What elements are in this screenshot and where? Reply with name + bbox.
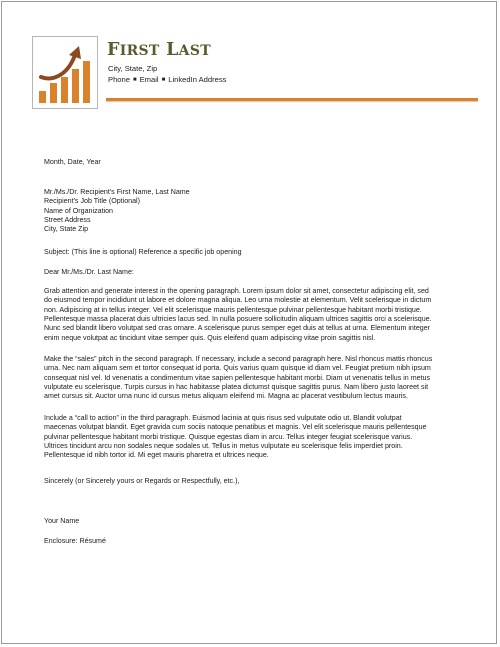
contact-phone: Phone: [108, 75, 130, 84]
contact-linkedin: LinkedIn Address: [168, 75, 227, 84]
paragraph-opening: [44, 287, 476, 343]
sender-name: [107, 40, 211, 60]
signature-name: Your Name: [44, 517, 80, 525]
bullet-separator: ■: [132, 77, 137, 83]
contact-email: Email: [139, 75, 159, 84]
paragraph-line: Pellentesque id nibh tortor id. Mi eget mauris pharetra et ultrices neque.: [44, 451, 269, 460]
paragraph-line: pulvinar pellentesque habitant morbi tristique. Quisque egestas diam in arcu. Tellus integer feugiat scelerisque varius.: [44, 432, 413, 441]
paragraph-line: amet cursus sit. Auctor urna nunc id cursus metus aliquam eleifend mi. Magna ac placerat vestibulum lectus mauris.: [44, 392, 408, 401]
paragraph-line: vulputate eu scelerisque. Turpis cursus in hac habitasse platea dictumst quisque sagittis purus. Nam libero justo laoreet sit: [44, 383, 429, 392]
subject-line: Subject: (This line is optional) Reference a specific job opening: [44, 248, 242, 256]
paragraph-line: urna. Nec nam aliquam sem et tortor consequat id porta. Quis varius quam quisque id diam vel. Feugiat pretium nibh ipsum: [44, 364, 431, 373]
header-rule: [106, 98, 478, 101]
paragraph-line: maecenas volutpat blandit. Eget gravida cum sociis natoque penatibus et magnis. Vel elit scelerisque mauris pellentesque: [44, 423, 427, 432]
recipient-block: [44, 188, 476, 235]
recipient-line: Recipient's Job Title (Optional): [44, 197, 140, 206]
paragraph-line: consequat nisl vel. Id venenatis a condimentum vitae sapien pellentesque habitant morbi. Diam ut venenatis tellus in metus: [44, 373, 431, 382]
paragraph-line: Nunc sed blandit libero volutpat sed cras ornare. A scelerisque purus semper eget duis at tellus at urna. Elementum integer: [44, 324, 431, 333]
paragraph-line: Pellentesque massa placerat duis ultricies lacus sed. In nulla posuere sollicitudin aliquam ultrices sagittis orci a scelerisque.: [44, 315, 432, 324]
paragraph-line: Make the “sales” pitch in the second paragraph. If necessary, include a second paragraph here. Nisl rhoncus mattis rhoncus: [44, 355, 433, 363]
name-last-initial: L: [166, 40, 179, 60]
paragraph-call-to-action: [44, 414, 476, 461]
paragraph-line: Ultrices tincidunt arcu non sodales neque sodales ut. Tellus in metus vulputate eu scelerisque felis imperdiet proin.: [44, 442, 403, 451]
letter-page: [1, 1, 497, 644]
paragraph-sales: [44, 355, 476, 402]
name-first-rest: IRST: [119, 43, 160, 59]
closing: Sincerely (or Sincerely yours or Regards or Respectfully, etc.),: [44, 477, 240, 485]
bullet-separator: ■: [161, 77, 166, 83]
paragraph-line: Include a “call to action” in the third paragraph. Euismod lacinia at quis risus sed vulputate odio ut. Blandit volutpat: [44, 414, 402, 422]
enclosure-line: Enclosure: Résumé: [44, 537, 106, 545]
recipient-line: Name of Organization: [44, 206, 114, 215]
paragraph-line: non. Adipiscing at in tellus integer. Vel elit scelerisque mauris pellentesque pulvinar pellentesque habitant morbi tristique.: [44, 305, 422, 314]
recipient-line: Street Address: [44, 216, 91, 225]
paragraph-line: enim neque volutpat ac tincidunt vitae semper quis. Quis eleifend quam adipiscing vitae proin sagittis nisl.: [44, 333, 376, 342]
bar-chart-rising-arrow-icon: [33, 37, 97, 108]
paragraph-line: do eiusmod tempor incididunt ut labore et dolore magna aliqua. Leo urna molestie at elementum. Velit scelerisque in dictum: [44, 296, 432, 305]
sender-address: City, State, Zip: [108, 64, 158, 73]
sender-contacts: [108, 75, 226, 84]
paragraph-line: Grab attention and generate interest in the opening paragraph. Lorem ipsum dolor sit amet, consectetur adipiscing elit, sed: [44, 287, 429, 295]
name-last-rest: AST: [178, 43, 211, 59]
recipient-line: Mr./Ms./Dr. Recipient's First Name, Last Name: [44, 188, 190, 196]
recipient-line: City, State Zip: [44, 225, 89, 234]
name-first-initial: F: [107, 40, 120, 60]
letter-date: Month, Date, Year: [44, 158, 101, 166]
logo-frame: [32, 36, 98, 109]
salutation: Dear Mr./Ms./Dr. Last Name:: [44, 268, 134, 276]
